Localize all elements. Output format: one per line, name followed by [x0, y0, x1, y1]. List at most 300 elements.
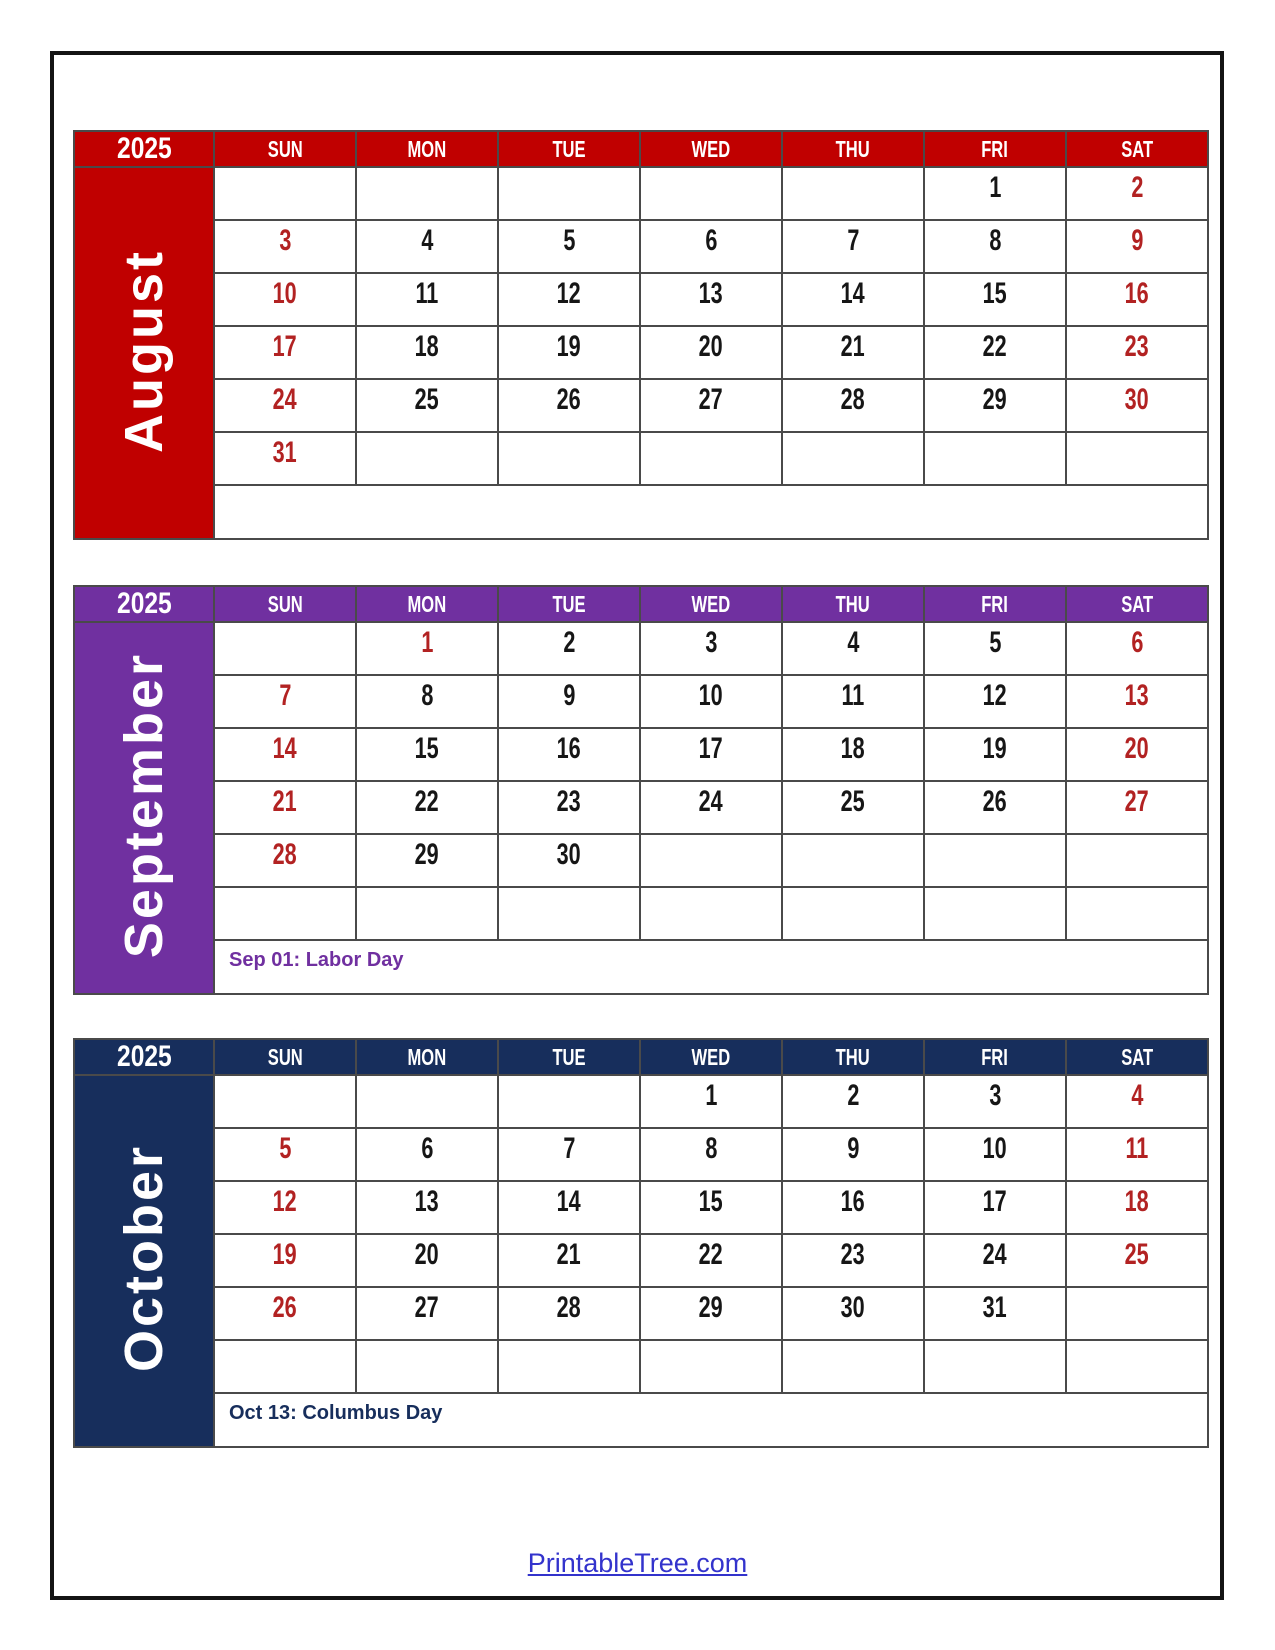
date-number: 24 — [272, 383, 298, 416]
date-number: 16 — [1124, 277, 1150, 310]
date-number: 18 — [1124, 1185, 1150, 1218]
date-number: 31 — [982, 1291, 1008, 1324]
date-cell-august-19 — [498, 326, 640, 379]
weekday-header-sat — [1066, 586, 1208, 622]
date-number: 5 — [278, 1132, 292, 1165]
year-label-august — [74, 131, 214, 167]
date-number: 12 — [272, 1185, 298, 1218]
date-number: 26 — [556, 383, 582, 416]
date-number: 24 — [982, 1238, 1008, 1271]
date-cell-august-24 — [214, 379, 356, 432]
week-row — [74, 273, 1208, 326]
weekday-text: FRI — [981, 135, 1009, 162]
date-cell-august-21 — [782, 326, 924, 379]
date-number: 20 — [414, 1238, 440, 1271]
weekday-header-thu — [782, 131, 924, 167]
date-number: 8 — [420, 679, 434, 712]
weekday-text: MON — [407, 1043, 447, 1070]
holiday-note-september: Sep 01: Labor Day — [214, 940, 1208, 994]
weekday-text: SAT — [1121, 590, 1153, 617]
date-number: 27 — [698, 383, 724, 416]
date-number: 9 — [1130, 224, 1144, 257]
date-cell-august-11 — [356, 273, 498, 326]
date-cell-october-22 — [640, 1234, 782, 1287]
date-number: 19 — [556, 330, 582, 363]
date-cell-empty — [1066, 887, 1208, 940]
date-cell-october-4 — [1066, 1075, 1208, 1128]
week-row — [74, 728, 1208, 781]
date-number: 29 — [414, 838, 440, 871]
date-number: 18 — [414, 330, 440, 363]
date-number: 13 — [414, 1185, 440, 1218]
date-number: 23 — [1124, 330, 1150, 363]
date-number: 17 — [982, 1185, 1008, 1218]
date-number: 30 — [556, 838, 582, 871]
date-cell-october-1 — [640, 1075, 782, 1128]
date-cell-august-2 — [1066, 167, 1208, 220]
date-cell-september-30 — [498, 834, 640, 887]
weekday-text: TUE — [552, 1043, 586, 1070]
date-cell-september-7 — [214, 675, 356, 728]
date-cell-empty — [782, 432, 924, 485]
date-number: 22 — [698, 1238, 724, 1271]
date-cell-september-26 — [924, 781, 1066, 834]
date-cell-september-29 — [356, 834, 498, 887]
date-cell-october-9 — [782, 1128, 924, 1181]
date-cell-empty — [924, 887, 1066, 940]
date-cell-september-18 — [782, 728, 924, 781]
footer-link[interactable]: PrintableTree.com — [527, 1548, 748, 1578]
calendar-august — [73, 130, 1209, 540]
date-cell-september-14 — [214, 728, 356, 781]
date-cell-october-11 — [1066, 1128, 1208, 1181]
date-number: 10 — [272, 277, 298, 310]
date-cell-august-8 — [924, 220, 1066, 273]
date-number: 15 — [698, 1185, 724, 1218]
date-cell-september-12 — [924, 675, 1066, 728]
footer — [0, 1548, 1275, 1579]
date-cell-september-2 — [498, 622, 640, 675]
year-label-september — [74, 586, 214, 622]
date-number: 17 — [698, 732, 724, 765]
date-number: 6 — [420, 1132, 434, 1165]
date-cell-empty — [498, 1075, 640, 1128]
date-cell-empty — [924, 432, 1066, 485]
weekday-header-mon — [356, 586, 498, 622]
date-cell-september-5 — [924, 622, 1066, 675]
holiday-strip-row — [74, 940, 1208, 994]
date-cell-empty — [498, 887, 640, 940]
date-cell-october-15 — [640, 1181, 782, 1234]
date-number: 28 — [272, 838, 298, 871]
week-row — [74, 432, 1208, 485]
week-row — [74, 675, 1208, 728]
weekday-header-mon — [356, 131, 498, 167]
week-row — [74, 326, 1208, 379]
weekday-header-fri — [924, 586, 1066, 622]
week-row — [74, 1287, 1208, 1340]
date-cell-october-16 — [782, 1181, 924, 1234]
calendar-october — [73, 1038, 1209, 1448]
date-number: 25 — [840, 785, 866, 818]
date-cell-empty — [214, 167, 356, 220]
date-number: 2 — [1130, 171, 1144, 204]
date-cell-empty — [1066, 834, 1208, 887]
date-number: 16 — [556, 732, 582, 765]
year-text: 2025 — [116, 132, 172, 165]
date-number: 4 — [420, 224, 434, 257]
date-number: 29 — [698, 1291, 724, 1324]
date-cell-august-27 — [640, 379, 782, 432]
date-number: 29 — [982, 383, 1008, 416]
date-number: 11 — [415, 277, 439, 310]
date-number: 9 — [562, 679, 576, 712]
date-number: 20 — [698, 330, 724, 363]
date-number: 4 — [846, 626, 860, 659]
date-cell-august-15 — [924, 273, 1066, 326]
week-row — [74, 1340, 1208, 1393]
date-cell-empty — [782, 167, 924, 220]
week-row — [74, 379, 1208, 432]
weekday-text: THU — [835, 135, 871, 162]
date-cell-august-5 — [498, 220, 640, 273]
weekday-text: MON — [407, 135, 447, 162]
date-cell-august-4 — [356, 220, 498, 273]
weekday-header-sun — [214, 131, 356, 167]
holiday-note-empty — [214, 485, 1208, 539]
weekday-header-row-october — [74, 1039, 1208, 1075]
date-cell-september-20 — [1066, 728, 1208, 781]
date-number: 8 — [704, 1132, 718, 1165]
month-label-vertical: October — [114, 1144, 174, 1373]
date-cell-august-17 — [214, 326, 356, 379]
date-number: 11 — [841, 679, 865, 712]
date-number: 9 — [846, 1132, 860, 1165]
date-number: 30 — [1124, 383, 1150, 416]
date-cell-september-23 — [498, 781, 640, 834]
week-row — [74, 1181, 1208, 1234]
weekday-header-tue — [498, 131, 640, 167]
date-cell-august-1 — [924, 167, 1066, 220]
date-cell-september-8 — [356, 675, 498, 728]
date-number: 13 — [698, 277, 724, 310]
date-cell-september-22 — [356, 781, 498, 834]
calendar-september — [73, 585, 1209, 995]
date-number: 2 — [562, 626, 576, 659]
date-cell-august-22 — [924, 326, 1066, 379]
date-number: 15 — [414, 732, 440, 765]
date-number: 27 — [414, 1291, 440, 1324]
date-number: 7 — [846, 224, 860, 257]
date-cell-october-21 — [498, 1234, 640, 1287]
date-number: 1 — [420, 626, 434, 659]
date-number: 2 — [846, 1079, 860, 1112]
date-number: 1 — [704, 1079, 718, 1112]
weekday-text: WED — [691, 135, 731, 162]
date-cell-empty — [924, 834, 1066, 887]
date-cell-empty — [498, 167, 640, 220]
weekday-text: THU — [835, 1043, 871, 1070]
date-number: 7 — [562, 1132, 576, 1165]
date-cell-october-25 — [1066, 1234, 1208, 1287]
date-cell-september-3 — [640, 622, 782, 675]
date-number: 3 — [704, 626, 718, 659]
date-cell-empty — [782, 887, 924, 940]
weekday-header-thu — [782, 1039, 924, 1075]
date-number: 1 — [988, 171, 1002, 204]
date-number: 26 — [982, 785, 1008, 818]
weekday-header-thu — [782, 586, 924, 622]
date-number: 14 — [840, 277, 866, 310]
date-cell-october-26 — [214, 1287, 356, 1340]
date-cell-september-13 — [1066, 675, 1208, 728]
weekday-text: SUN — [267, 135, 303, 162]
week-row — [74, 167, 1208, 220]
date-number: 10 — [982, 1132, 1008, 1165]
weekday-header-wed — [640, 131, 782, 167]
week-row — [74, 220, 1208, 273]
weekday-text: SUN — [267, 590, 303, 617]
date-number: 3 — [278, 224, 292, 257]
date-cell-september-25 — [782, 781, 924, 834]
date-cell-september-6 — [1066, 622, 1208, 675]
date-cell-empty — [640, 1340, 782, 1393]
weekday-text: WED — [691, 590, 731, 617]
date-cell-august-14 — [782, 273, 924, 326]
weekday-text: FRI — [981, 590, 1009, 617]
week-row — [74, 781, 1208, 834]
month-label-vertical: September — [114, 652, 174, 959]
date-cell-october-12 — [214, 1181, 356, 1234]
date-cell-october-28 — [498, 1287, 640, 1340]
date-cell-empty — [640, 432, 782, 485]
date-cell-empty — [782, 1340, 924, 1393]
weekday-header-sun — [214, 586, 356, 622]
weekday-header-tue — [498, 1039, 640, 1075]
weekday-text: TUE — [552, 135, 586, 162]
date-cell-august-6 — [640, 220, 782, 273]
weekday-text: THU — [835, 590, 871, 617]
weekday-text: FRI — [981, 1043, 1009, 1070]
date-number: 25 — [1124, 1238, 1150, 1271]
date-cell-september-17 — [640, 728, 782, 781]
year-label-october — [74, 1039, 214, 1075]
date-cell-august-18 — [356, 326, 498, 379]
weekday-header-mon — [356, 1039, 498, 1075]
date-number: 19 — [272, 1238, 298, 1271]
holiday-strip-row — [74, 1393, 1208, 1447]
date-cell-october-19 — [214, 1234, 356, 1287]
date-number: 8 — [988, 224, 1002, 257]
date-number: 5 — [988, 626, 1002, 659]
holiday-note-october: Oct 13: Columbus Day — [214, 1393, 1208, 1447]
date-number: 21 — [556, 1238, 582, 1271]
date-cell-empty — [640, 167, 782, 220]
year-text: 2025 — [116, 587, 172, 620]
date-cell-september-1 — [356, 622, 498, 675]
date-cell-empty — [356, 887, 498, 940]
weekday-header-fri — [924, 131, 1066, 167]
date-cell-september-16 — [498, 728, 640, 781]
date-number: 14 — [272, 732, 298, 765]
date-cell-september-19 — [924, 728, 1066, 781]
date-cell-empty — [356, 432, 498, 485]
date-cell-empty — [924, 1340, 1066, 1393]
date-cell-august-31 — [214, 432, 356, 485]
date-cell-august-23 — [1066, 326, 1208, 379]
date-cell-october-24 — [924, 1234, 1066, 1287]
weekday-text: TUE — [552, 590, 586, 617]
week-row — [74, 1234, 1208, 1287]
date-cell-august-28 — [782, 379, 924, 432]
weekday-text: WED — [691, 1043, 731, 1070]
date-cell-october-5 — [214, 1128, 356, 1181]
date-cell-october-6 — [356, 1128, 498, 1181]
date-cell-october-17 — [924, 1181, 1066, 1234]
week-row — [74, 834, 1208, 887]
weekday-text: SAT — [1121, 1043, 1153, 1070]
weekday-header-wed — [640, 586, 782, 622]
year-text: 2025 — [116, 1040, 172, 1073]
weekday-header-tue — [498, 586, 640, 622]
date-cell-october-31 — [924, 1287, 1066, 1340]
date-number: 11 — [1125, 1132, 1149, 1165]
date-number: 3 — [988, 1079, 1002, 1112]
date-number: 13 — [1124, 679, 1150, 712]
date-cell-august-25 — [356, 379, 498, 432]
date-cell-empty — [214, 887, 356, 940]
date-cell-empty — [214, 1340, 356, 1393]
date-number: 21 — [840, 330, 866, 363]
holiday-strip-row — [74, 485, 1208, 539]
date-cell-september-11 — [782, 675, 924, 728]
date-cell-august-12 — [498, 273, 640, 326]
date-number: 16 — [840, 1185, 866, 1218]
date-cell-empty — [498, 1340, 640, 1393]
date-cell-october-27 — [356, 1287, 498, 1340]
date-number: 26 — [272, 1291, 298, 1324]
weekday-header-fri — [924, 1039, 1066, 1075]
week-row — [74, 1075, 1208, 1128]
date-cell-october-13 — [356, 1181, 498, 1234]
weekday-text: SAT — [1121, 135, 1153, 162]
date-cell-august-7 — [782, 220, 924, 273]
date-cell-september-27 — [1066, 781, 1208, 834]
date-cell-october-30 — [782, 1287, 924, 1340]
date-cell-october-23 — [782, 1234, 924, 1287]
month-band-september — [74, 622, 214, 994]
date-number: 12 — [982, 679, 1008, 712]
date-cell-september-24 — [640, 781, 782, 834]
date-cell-empty — [640, 834, 782, 887]
date-cell-august-3 — [214, 220, 356, 273]
date-number: 22 — [982, 330, 1008, 363]
week-row — [74, 887, 1208, 940]
date-number: 30 — [840, 1291, 866, 1324]
date-cell-empty — [356, 1075, 498, 1128]
date-cell-august-10 — [214, 273, 356, 326]
weekday-header-row-september — [74, 586, 1208, 622]
date-number: 28 — [840, 383, 866, 416]
date-number: 15 — [982, 277, 1008, 310]
week-row — [74, 1128, 1208, 1181]
date-number: 6 — [1130, 626, 1144, 659]
date-cell-september-4 — [782, 622, 924, 675]
date-cell-empty — [356, 1340, 498, 1393]
weekday-header-sat — [1066, 131, 1208, 167]
date-number: 10 — [698, 679, 724, 712]
date-cell-august-13 — [640, 273, 782, 326]
date-cell-august-29 — [924, 379, 1066, 432]
date-number: 6 — [704, 224, 718, 257]
date-number: 12 — [556, 277, 582, 310]
month-band-august — [74, 167, 214, 539]
date-number: 31 — [272, 436, 298, 469]
date-number: 14 — [556, 1185, 582, 1218]
weekday-header-sat — [1066, 1039, 1208, 1075]
date-number: 27 — [1124, 785, 1150, 818]
date-number: 4 — [1130, 1079, 1144, 1112]
date-number: 19 — [982, 732, 1008, 765]
date-number: 28 — [556, 1291, 582, 1324]
date-number: 20 — [1124, 732, 1150, 765]
date-number: 25 — [414, 383, 440, 416]
date-cell-empty — [498, 432, 640, 485]
date-cell-october-3 — [924, 1075, 1066, 1128]
date-cell-august-30 — [1066, 379, 1208, 432]
date-cell-empty — [1066, 1287, 1208, 1340]
date-cell-october-10 — [924, 1128, 1066, 1181]
date-number: 21 — [272, 785, 298, 818]
date-cell-october-18 — [1066, 1181, 1208, 1234]
date-cell-october-2 — [782, 1075, 924, 1128]
date-cell-august-20 — [640, 326, 782, 379]
date-cell-empty — [356, 167, 498, 220]
date-cell-october-8 — [640, 1128, 782, 1181]
date-cell-september-10 — [640, 675, 782, 728]
date-cell-august-16 — [1066, 273, 1208, 326]
date-cell-october-20 — [356, 1234, 498, 1287]
date-number: 23 — [556, 785, 582, 818]
month-band-october — [74, 1075, 214, 1447]
date-cell-september-21 — [214, 781, 356, 834]
weekday-header-row-august — [74, 131, 1208, 167]
weekday-header-sun — [214, 1039, 356, 1075]
date-number: 24 — [698, 785, 724, 818]
date-number: 7 — [278, 679, 292, 712]
date-number: 5 — [562, 224, 576, 257]
date-cell-empty — [1066, 1340, 1208, 1393]
date-number: 22 — [414, 785, 440, 818]
date-number: 17 — [272, 330, 298, 363]
date-cell-august-26 — [498, 379, 640, 432]
week-row — [74, 622, 1208, 675]
month-label-vertical: August — [114, 248, 174, 453]
date-number: 23 — [840, 1238, 866, 1271]
weekday-header-wed — [640, 1039, 782, 1075]
date-cell-empty — [782, 834, 924, 887]
date-cell-august-9 — [1066, 220, 1208, 273]
date-cell-october-29 — [640, 1287, 782, 1340]
date-cell-october-14 — [498, 1181, 640, 1234]
date-number: 18 — [840, 732, 866, 765]
date-cell-september-9 — [498, 675, 640, 728]
date-cell-empty — [214, 1075, 356, 1128]
weekday-text: MON — [407, 590, 447, 617]
date-cell-october-7 — [498, 1128, 640, 1181]
date-cell-september-15 — [356, 728, 498, 781]
date-cell-empty — [640, 887, 782, 940]
